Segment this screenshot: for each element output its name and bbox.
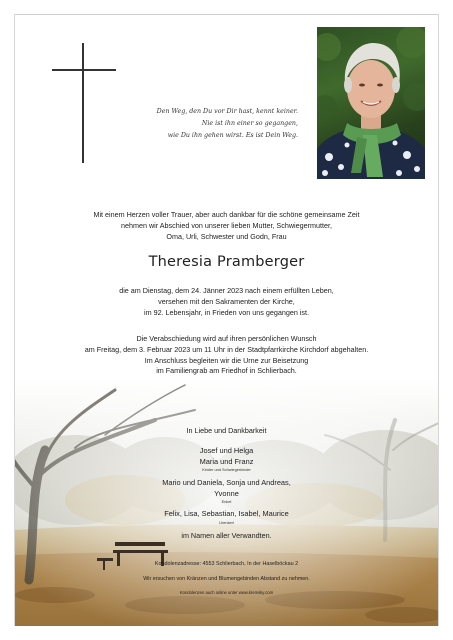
memorial-quote: [128, 106, 298, 142]
portrait-drawing: [317, 27, 425, 179]
family-names: Josef und Helga: [199, 446, 254, 455]
death-notice-text: [30, 286, 423, 318]
thanks-text: In Liebe und Dankbarkeit: [186, 426, 267, 435]
frame-line-right: [438, 14, 439, 626]
family-relation: Kinder und Schwiegerkinder: [202, 467, 251, 472]
family-names: Maria und Franz: [199, 456, 254, 466]
family-relation: Urenkerl: [219, 519, 234, 525]
condolence-address: Kondolenzadresse: 4553 Schlierbach, In der Haselböckau 2: [154, 561, 299, 567]
quote-line-3: wie Du ihn gehen wirst. Es ist Dein Weg.: [167, 132, 298, 139]
death-line-1: die am Dienstag, dem 24. Jänner 2023 nach einem erfüllten Leben,: [119, 286, 334, 295]
family-group-great-grandchildren: [30, 509, 423, 526]
frame-line-top: [14, 14, 439, 15]
quote-line-2: Nie ist ihn einer so gegangen,: [201, 120, 298, 127]
farewell-line-4: im Familiengrab am Friedhof in Schlierbach.: [156, 366, 297, 376]
intro-line-2: nehmen wir Abschied von unserer lieben Mutter, Schwiegermutter,: [121, 220, 332, 230]
farewell-line-3: Im Anschluss begleiten wir die Urne zur Beisetzung: [144, 355, 309, 365]
family-group-grandchildren: [30, 478, 423, 505]
death-line-3: im 92. Lebensjahr, in Frieden von uns gegangen ist.: [143, 307, 310, 317]
relatives-text: im Namen aller Verwandten.: [181, 531, 272, 540]
online-condolence-note: Kondolenzen auch online unter www.kremsky.com: [179, 590, 274, 595]
family-relation: Enkel: [221, 499, 232, 504]
family-names: Mario und Daniela, Sonja und Andreas,: [162, 478, 291, 487]
cross-icon: [52, 43, 116, 163]
deceased-name: Theresia Pramberger: [148, 254, 305, 270]
farewell-text: [30, 334, 423, 377]
death-line-2: versehen mit den Sakramenten der Kirche,: [158, 296, 295, 306]
intro-text: [30, 210, 423, 242]
intro-line-3: Oma, Urli, Schwester und Godn, Frau: [166, 231, 287, 241]
family-names: Felix, Lisa, Sebastian, Isabel, Maurice: [164, 509, 289, 518]
quote-line-1: Den Weg, den Du vor Dir hast, kennt keiner.: [156, 108, 298, 115]
portrait-photo: [317, 27, 425, 179]
family-names: Yvonne: [214, 488, 239, 498]
family-group-children: [30, 446, 423, 473]
intro-line-1: Mit einem Herzen voller Trauer, aber auch dankbar für die schöne gemeinsame Zeit: [93, 210, 360, 219]
farewell-line-1: Die Verabschiedung wird auf ihren persönlichen Wunsch: [136, 334, 317, 343]
farewell-line-2: am Freitag, dem 3. Februar 2023 um 11 Uhr in der Stadtpfarrkirche Kirchdorf abgehalten.: [84, 344, 369, 354]
wreath-request: Wir ersuchen von Kränzen und Blumengebinden Abstand zu nehmen.: [143, 576, 310, 582]
